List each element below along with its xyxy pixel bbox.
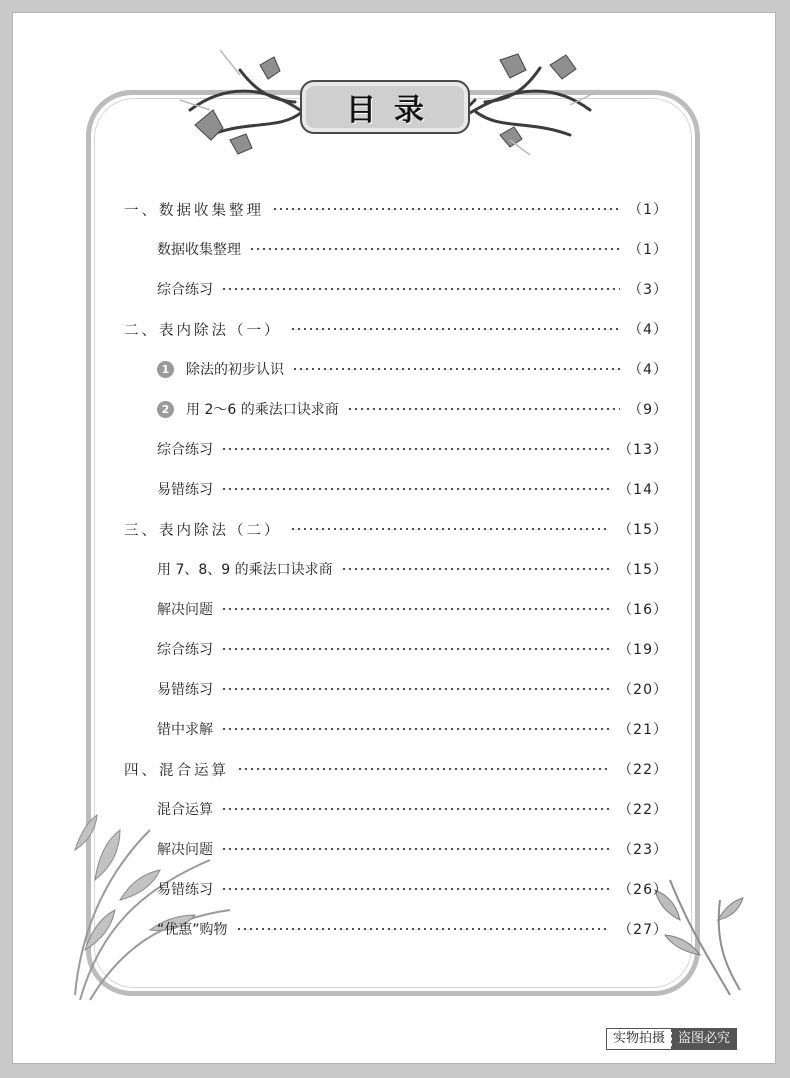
toc-entry-dot-leader: [221, 488, 610, 490]
toc-entry-label: 数据收集整理: [157, 242, 241, 258]
toc-entry-dot-leader: [221, 688, 610, 690]
toc-entry-dot-leader: [221, 728, 610, 730]
toc-entry-label: “优惠”购物: [157, 922, 228, 938]
toc-entry[interactable]: [157, 837, 668, 861]
toc-entry[interactable]: [124, 317, 668, 341]
toc-entry[interactable]: [157, 557, 668, 581]
toc-entry-number-badge: 1: [157, 361, 174, 378]
toc-entry-page-number: （13）: [618, 442, 668, 458]
toc-entry[interactable]: [157, 277, 668, 301]
toc-entry-label: 用 7、8、9 的乘法口诀求商: [157, 562, 333, 578]
toc-entry-dot-leader: [221, 848, 610, 850]
toc-entry-dot-leader: [347, 408, 620, 410]
toc-entry-label: 综合练习: [157, 642, 213, 658]
toc-entry[interactable]: [157, 477, 668, 501]
stamp-right-text: 盗图必究: [672, 1029, 736, 1049]
toc-entry-page-number: （23）: [618, 842, 668, 858]
toc-entry-dot-leader: [221, 448, 610, 450]
toc-entry-label: 用 2～6 的乘法口诀求商: [186, 402, 339, 418]
toc-entry-page-number: （20）: [618, 682, 668, 698]
toc-entry-page-number: （22）: [618, 802, 668, 818]
toc-entry-dot-leader: [236, 928, 611, 930]
toc-entry-page-number: （27）: [618, 922, 668, 938]
toc-entry-page-number: （9）: [628, 402, 668, 418]
toc-entry-label: 错中求解: [157, 722, 213, 738]
toc-entry-dot-leader: [341, 568, 611, 570]
watermark-stamp: [606, 1028, 737, 1050]
toc-entry[interactable]: [157, 917, 668, 941]
toc-entry-label: 易错练习: [157, 682, 213, 698]
toc-entry-label: 四、混合运算: [124, 762, 229, 779]
toc-entry[interactable]: [124, 757, 668, 781]
toc-entry[interactable]: [157, 357, 668, 381]
toc-entry[interactable]: [157, 637, 668, 661]
toc-entry-page-number: （26）: [618, 882, 668, 898]
toc-entry-page-number: （3）: [628, 282, 668, 298]
toc-entry-page-number: （22）: [618, 762, 668, 778]
toc-entry-dot-leader: [221, 888, 610, 890]
toc-entry-dot-leader: [237, 768, 610, 770]
toc-entry-label: 一、数据收集整理: [124, 202, 264, 219]
toc-entry-dot-leader: [221, 648, 610, 650]
toc-entry-page-number: （15）: [618, 562, 668, 578]
toc-entry[interactable]: [157, 797, 668, 821]
toc-entry-number-badge: 2: [157, 401, 174, 418]
page-title: 目录: [346, 93, 442, 128]
toc-entry-dot-leader: [249, 248, 620, 250]
toc-entry-page-number: （19）: [618, 642, 668, 658]
toc-entry-label: 解决问题: [157, 602, 213, 618]
toc-entry-label: 混合运算: [157, 802, 213, 818]
toc-entry[interactable]: [157, 677, 668, 701]
toc-entry-label: 易错练习: [157, 482, 213, 498]
toc-entry-label: 综合练习: [157, 442, 213, 458]
toc-entry-page-number: （15）: [618, 522, 668, 538]
toc-entry-dot-leader: [221, 288, 620, 290]
toc-entry-page-number: （1）: [628, 202, 668, 218]
toc-entry-label: 三、表内除法（二）: [124, 522, 282, 539]
title-banner: [300, 80, 470, 134]
toc-entry-label: 解决问题: [157, 842, 213, 858]
toc-entry-label: 易错练习: [157, 882, 213, 898]
toc-entry-page-number: （4）: [628, 322, 668, 338]
toc-entry-label: 除法的初步认识: [186, 362, 284, 378]
toc-entry-dot-leader: [221, 608, 610, 610]
toc-entry-page-number: （14）: [618, 482, 668, 498]
toc-entry[interactable]: [157, 877, 668, 901]
toc-entry-dot-leader: [221, 808, 610, 810]
toc-entry[interactable]: [157, 437, 668, 461]
toc-entry[interactable]: [157, 397, 668, 421]
toc-entry-page-number: （4）: [628, 362, 668, 378]
toc-entry-label: 二、表内除法（一）: [124, 322, 282, 339]
toc-entry-page-number: （16）: [618, 602, 668, 618]
toc-entry[interactable]: [157, 237, 668, 261]
toc-entry-dot-leader: [290, 328, 621, 330]
toc-entry[interactable]: [157, 597, 668, 621]
toc-entry-dot-leader: [292, 368, 620, 370]
toc-entry-label: 综合练习: [157, 282, 213, 298]
toc-entry-dot-leader: [272, 208, 620, 210]
toc-entry-page-number: （1）: [628, 242, 668, 258]
toc-entry[interactable]: [157, 717, 668, 741]
toc-entry[interactable]: [124, 517, 668, 541]
toc-entry-dot-leader: [290, 528, 611, 530]
toc-entry-page-number: （21）: [618, 722, 668, 738]
stamp-left-text: 实物拍摄: [607, 1029, 672, 1049]
toc-entry[interactable]: [124, 197, 668, 221]
